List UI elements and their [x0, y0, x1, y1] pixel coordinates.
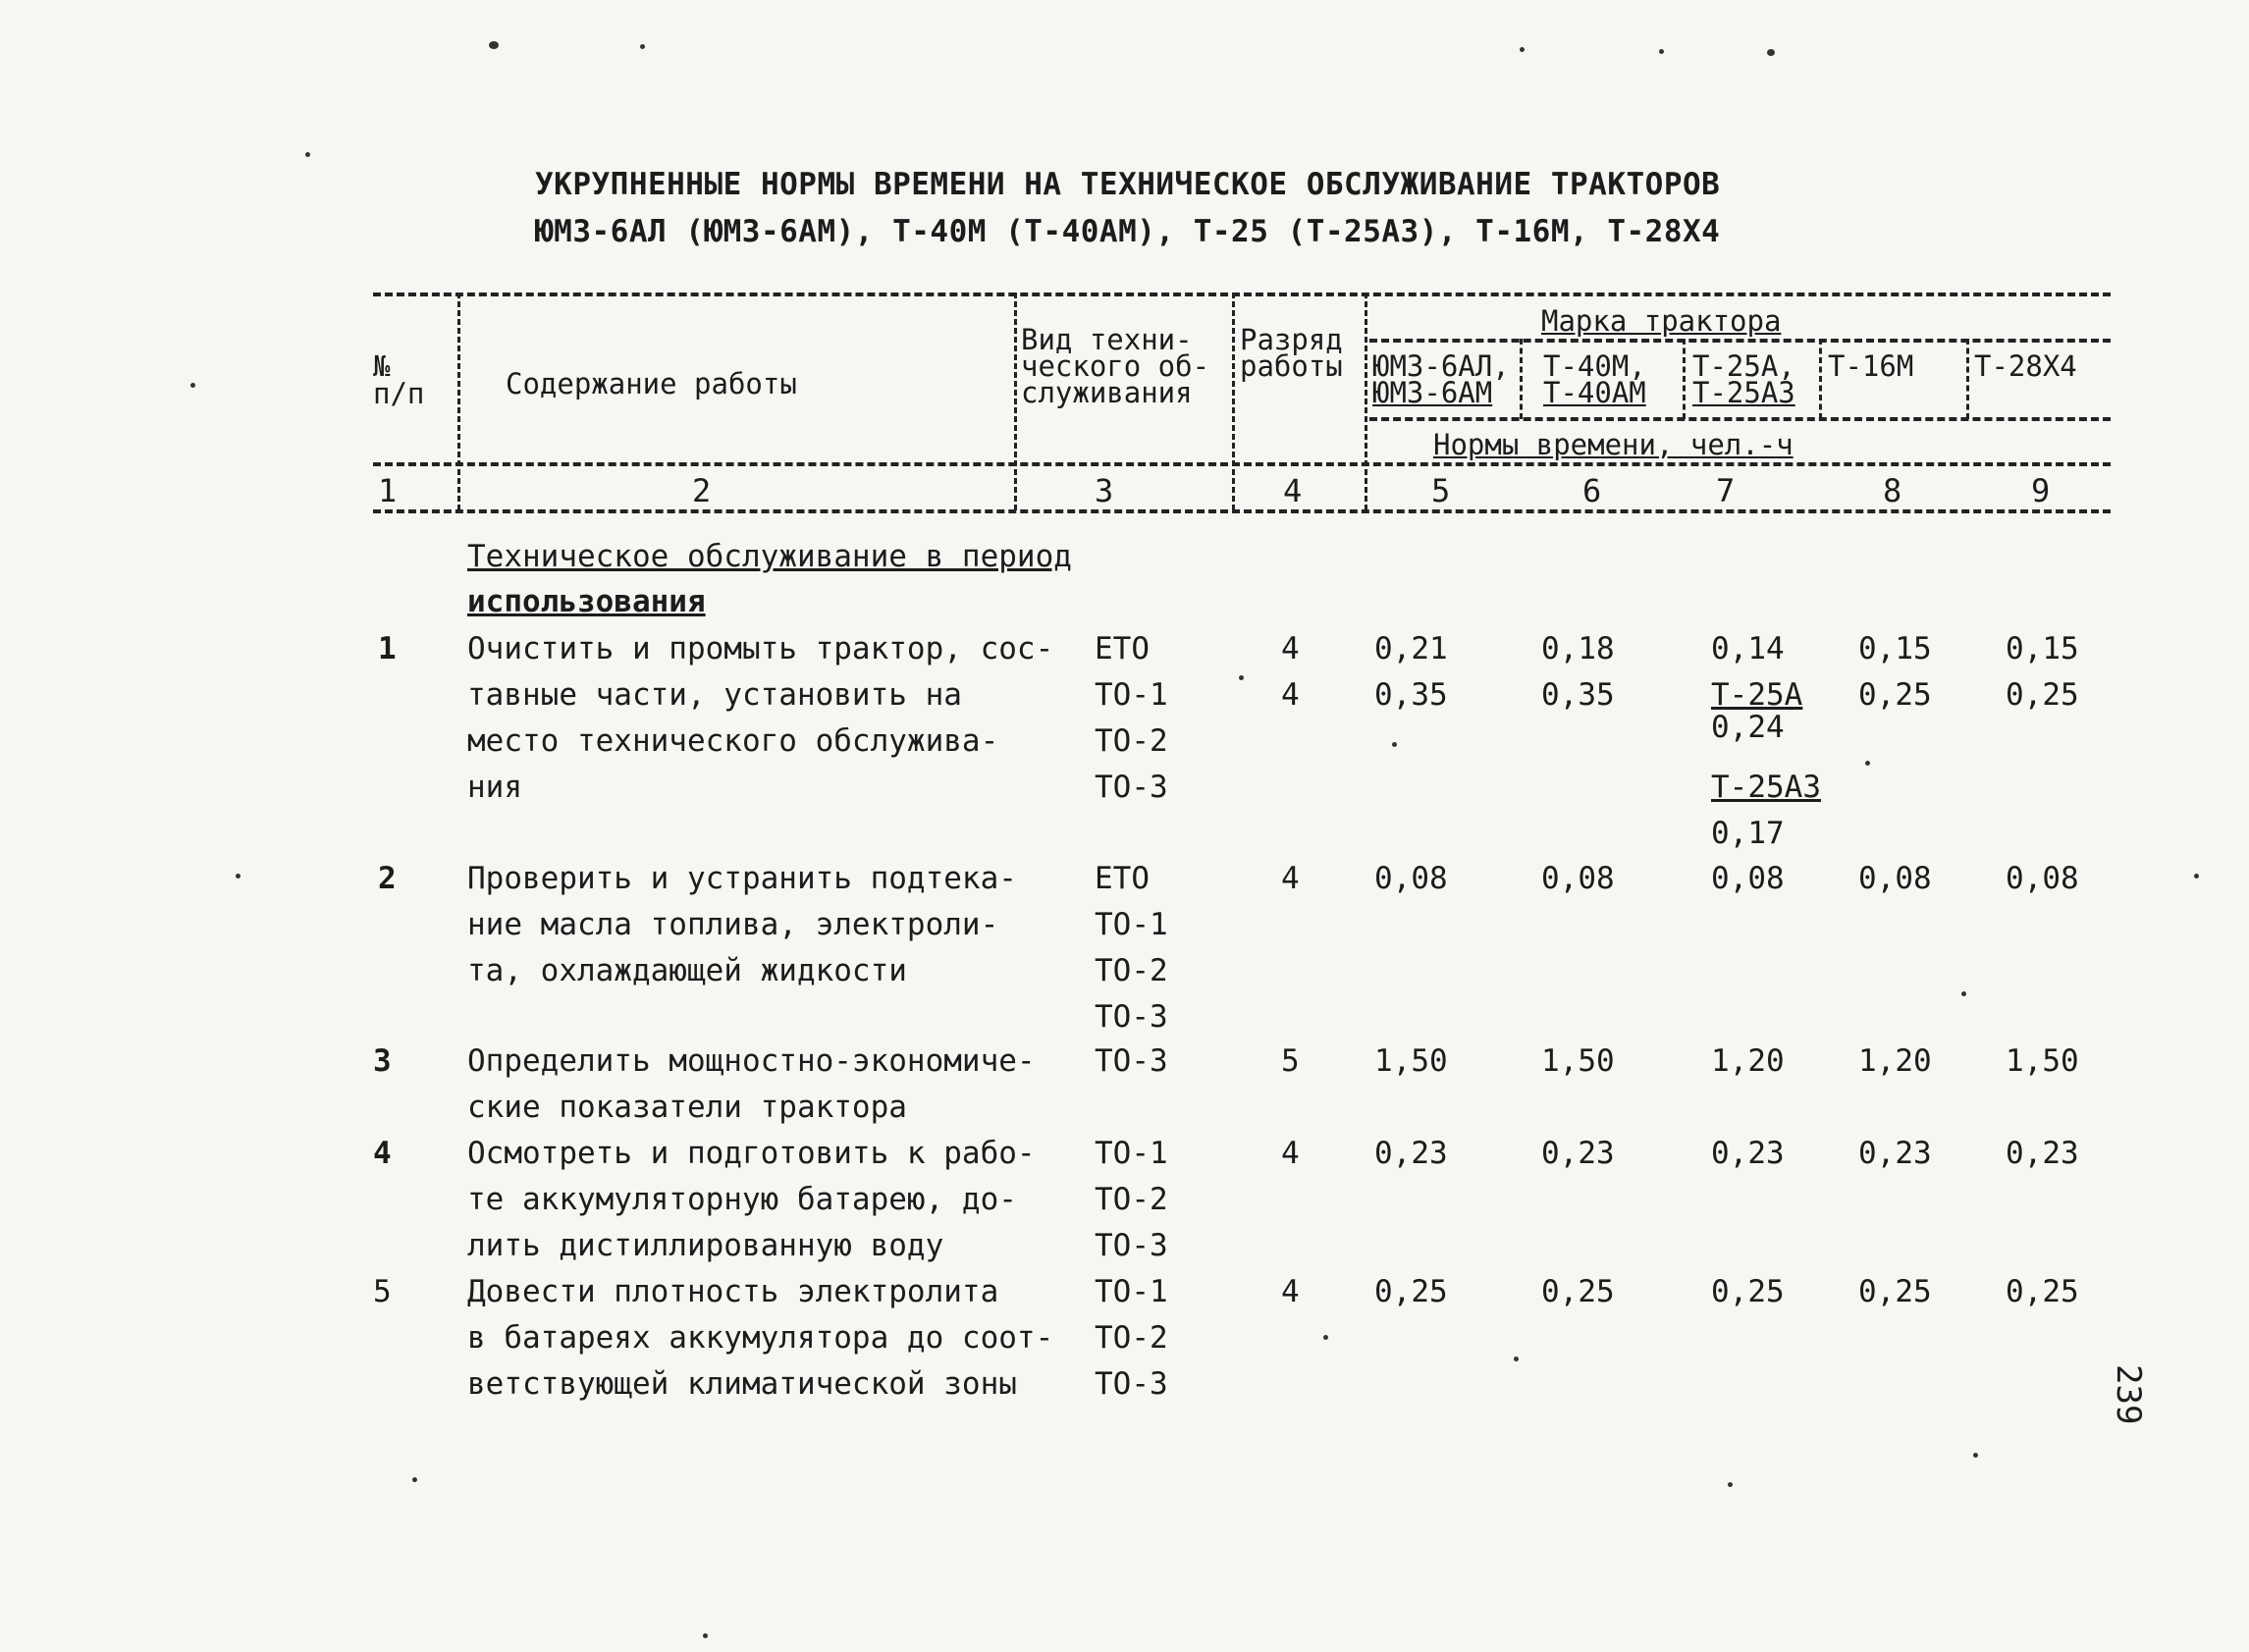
- row-2-grade: 4: [1281, 861, 1300, 896]
- row-1-type-3: ТО-2: [1095, 723, 1168, 759]
- row-4-b4: 0,23: [1858, 1136, 1932, 1171]
- scan-speck: [1865, 761, 1870, 766]
- row-2-num: 2: [378, 861, 397, 896]
- row-1-content-1: Очистить и промыть трактор, сос-: [467, 631, 1054, 666]
- row-5-num: 5: [373, 1274, 392, 1309]
- row-1-grade-1: 4: [1281, 631, 1300, 666]
- scan-speck: [1239, 675, 1244, 680]
- row-5-b3: 0,25: [1711, 1274, 1785, 1309]
- row-2-b5: 0,08: [2006, 861, 2079, 896]
- col-divider-8: [1966, 339, 1969, 419]
- col-divider-4: [1365, 293, 1367, 510]
- row-1-type-2: ТО-1: [1095, 677, 1168, 713]
- scan-speck: [1323, 1335, 1328, 1340]
- row-4-num: 4: [373, 1136, 392, 1171]
- row-5-type-3: ТО-3: [1095, 1366, 1168, 1402]
- header-brand-2b: Т-40АМ: [1543, 376, 1646, 409]
- scan-speck: [703, 1633, 708, 1638]
- brand-rule: [1369, 339, 2111, 343]
- row-1-b4-1: 0,15: [1858, 631, 1932, 666]
- header-brand-5: Т-28Х4: [1974, 349, 2077, 383]
- row-2-b3: 0,08: [1711, 861, 1785, 896]
- row-5-content-3: ветствующей климатической зоны: [467, 1366, 1017, 1402]
- header-brand-3b: Т-25А3: [1692, 376, 1795, 409]
- row-5-content-2: в батареях аккумулятора до соот-: [467, 1320, 1054, 1356]
- row-1-b3-4: Т-25А3: [1711, 770, 1821, 805]
- section-heading-2: использования: [467, 584, 706, 619]
- row-1-b5-1: 0,15: [2006, 631, 2079, 666]
- column-number-6: 6: [1582, 472, 1602, 509]
- scan-speck: [1392, 742, 1397, 747]
- row-5-grade: 4: [1281, 1274, 1300, 1309]
- column-number-2: 2: [692, 472, 712, 509]
- row-1-type-1: ЕТО: [1095, 631, 1150, 666]
- row-1-num: 1: [378, 631, 397, 666]
- header-content: Содержание работы: [506, 367, 797, 400]
- row-1-b2-1: 0,18: [1541, 631, 1615, 666]
- scan-speck: [1728, 1482, 1733, 1487]
- header-rule-mid: [373, 462, 2111, 466]
- header-type-1: Вид техни-: [1021, 323, 1193, 356]
- header-rule-bottom: [373, 509, 2111, 513]
- row-4-grade: 4: [1281, 1136, 1300, 1171]
- header-grade-2: работы: [1240, 349, 1343, 383]
- row-4-b2: 0,23: [1541, 1136, 1615, 1171]
- scan-speck: [640, 44, 645, 49]
- row-1-b5-2: 0,25: [2006, 677, 2079, 713]
- row-2-b4: 0,08: [1858, 861, 1932, 896]
- row-4-content-3: лить дистиллированную воду: [467, 1228, 944, 1263]
- row-2-type-3: ТО-2: [1095, 953, 1168, 988]
- row-3-type-1: ТО-3: [1095, 1043, 1168, 1079]
- row-3-content-1: Определить мощностно-экономиче-: [467, 1043, 1036, 1079]
- brand-rule-2: [1369, 417, 2111, 421]
- row-3-b3: 1,20: [1711, 1043, 1785, 1079]
- col-divider-6: [1683, 339, 1686, 419]
- row-2-content-2: ние масла топлива, электроли-: [467, 907, 999, 942]
- col-divider-1: [457, 293, 460, 510]
- row-3-grade: 5: [1281, 1043, 1300, 1079]
- column-number-1: 1: [378, 472, 398, 509]
- column-number-8: 8: [1883, 472, 1902, 509]
- scan-speck: [489, 41, 499, 49]
- row-4-type-1: ТО-1: [1095, 1136, 1168, 1171]
- row-3-b2: 1,50: [1541, 1043, 1615, 1079]
- row-5-type-2: ТО-2: [1095, 1320, 1168, 1356]
- scan-speck: [1961, 991, 1966, 996]
- row-2-type-4: ТО-3: [1095, 999, 1168, 1035]
- row-3-b4: 1,20: [1858, 1043, 1932, 1079]
- row-1-b3-3: 0,24: [1711, 710, 1785, 745]
- scan-speck: [1514, 1357, 1519, 1361]
- header-num-2: п/п: [373, 377, 425, 410]
- row-5-type-1: ТО-1: [1095, 1274, 1168, 1309]
- header-type-2: ческого об-: [1021, 349, 1210, 383]
- scan-speck: [1973, 1453, 1978, 1458]
- header-rule-top: [373, 293, 2111, 296]
- row-1-b2-2: 0,35: [1541, 677, 1615, 713]
- row-5-b1: 0,25: [1374, 1274, 1448, 1309]
- header-type-3: служивания: [1021, 376, 1193, 409]
- document-title-line-2: ЮМЗ-6АЛ (ЮМЗ-6АМ), Т-40М (Т-40АМ), Т-25 (Т-25А3), Т-16М, Т-28Х4: [535, 214, 1721, 249]
- row-2-b2: 0,08: [1541, 861, 1615, 896]
- scan-speck: [1659, 49, 1664, 54]
- header-brand-4: Т-16М: [1828, 349, 1914, 383]
- column-number-3: 3: [1095, 472, 1114, 509]
- header-brand-1b: ЮМЗ-6АМ: [1372, 376, 1493, 409]
- row-4-content-2: те аккумуляторную батарею, до-: [467, 1182, 1017, 1217]
- scan-speck: [412, 1477, 417, 1482]
- row-3-b1: 1,50: [1374, 1043, 1448, 1079]
- column-number-9: 9: [2031, 472, 2051, 509]
- column-number-5: 5: [1431, 472, 1451, 509]
- row-5-content-1: Довести плотность электролита: [467, 1274, 999, 1309]
- scan-speck: [305, 152, 310, 157]
- header-brand-1a: ЮМЗ-6АЛ,: [1372, 349, 1510, 383]
- scan-speck: [1767, 49, 1775, 56]
- row-4-b1: 0,23: [1374, 1136, 1448, 1171]
- row-5-b4: 0,25: [1858, 1274, 1932, 1309]
- row-4-content-1: Осмотреть и подготовить к рабо-: [467, 1136, 1036, 1171]
- row-1-b1-2: 0,35: [1374, 677, 1448, 713]
- row-2-content-1: Проверить и устранить подтека-: [467, 861, 1017, 896]
- row-2-b1: 0,08: [1374, 861, 1448, 896]
- row-2-content-3: та, охлаждающей жидкости: [467, 953, 907, 988]
- row-4-b3: 0,23: [1711, 1136, 1785, 1171]
- row-1-b3-5: 0,17: [1711, 816, 1785, 851]
- row-1-content-2: тавные части, установить на: [467, 677, 962, 713]
- row-3-num: 3: [373, 1043, 392, 1079]
- header-grade-1: Разряд: [1240, 323, 1343, 356]
- scan-speck: [190, 383, 195, 388]
- scan-speck: [2194, 874, 2199, 879]
- scan-speck: [1520, 47, 1525, 52]
- document-title-line-1: УКРУПНЕННЫЕ НОРМЫ ВРЕМЕНИ НА ТЕХНИЧЕСКОЕ ОБСЛУЖИВАНИЕ ТРАКТОРОВ: [535, 167, 1721, 202]
- row-1-b1-1: 0,21: [1374, 631, 1448, 666]
- column-number-7: 7: [1716, 472, 1736, 509]
- col-divider-7: [1819, 339, 1822, 419]
- row-1-type-4: ТО-3: [1095, 770, 1168, 805]
- col-divider-3: [1232, 293, 1235, 510]
- header-brand-group: Марка трактора: [1541, 304, 1782, 338]
- column-number-4: 4: [1283, 472, 1303, 509]
- row-1-content-3: место технического обслужива-: [467, 723, 999, 759]
- col-divider-2: [1014, 293, 1017, 510]
- row-3-content-2: ские показатели трактора: [467, 1090, 907, 1125]
- header-brand-2a: Т-40М,: [1543, 349, 1646, 383]
- row-2-type-2: ТО-1: [1095, 907, 1168, 942]
- row-3-b5: 1,50: [2006, 1043, 2079, 1079]
- header-norms: Нормы времени, чел.-ч: [1433, 428, 1794, 461]
- header-brand-3a: Т-25А,: [1692, 349, 1795, 383]
- header-num-1: №: [373, 349, 391, 383]
- row-1-b3-2: Т-25А: [1711, 677, 1803, 713]
- row-1-grade-2: 4: [1281, 677, 1300, 713]
- row-2-type-1: ЕТО: [1095, 861, 1150, 896]
- row-5-b5: 0,25: [2006, 1274, 2079, 1309]
- row-5-b2: 0,25: [1541, 1274, 1615, 1309]
- row-1-b3-1: 0,14: [1711, 631, 1785, 666]
- col-divider-5: [1520, 339, 1523, 419]
- row-1-b4-2: 0,25: [1858, 677, 1932, 713]
- row-4-type-2: ТО-2: [1095, 1182, 1168, 1217]
- page-number: 239: [2109, 1364, 2148, 1425]
- row-4-type-3: ТО-3: [1095, 1228, 1168, 1263]
- section-heading-1: Техническое обслуживание в период: [467, 539, 1072, 574]
- row-1-content-4: ния: [467, 770, 522, 805]
- scan-speck: [236, 874, 241, 879]
- row-4-b5: 0,23: [2006, 1136, 2079, 1171]
